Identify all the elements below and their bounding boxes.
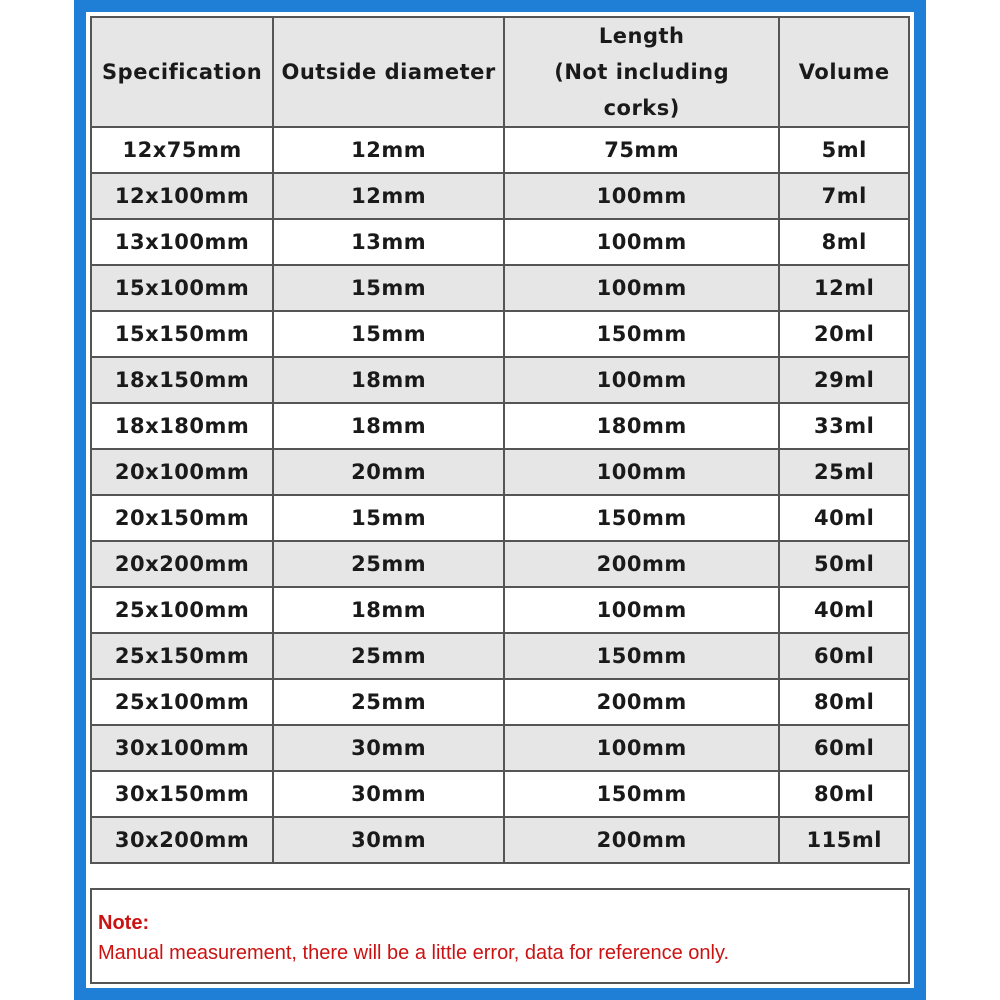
cell-length: 100mm <box>504 587 779 633</box>
cell-volume: 50ml <box>779 541 909 587</box>
cell-length: 200mm <box>504 541 779 587</box>
cell-outside-diameter: 25mm <box>273 633 504 679</box>
cell-specification: 20x100mm <box>91 449 273 495</box>
cell-length: 100mm <box>504 265 779 311</box>
table-row <box>91 219 909 265</box>
cell-volume: 115ml <box>779 817 909 863</box>
cell-outside-diameter: 25mm <box>273 541 504 587</box>
cell-outside-diameter: 18mm <box>273 587 504 633</box>
cell-volume: 60ml <box>779 725 909 771</box>
table-body <box>91 127 909 863</box>
cell-specification: 12x100mm <box>91 173 273 219</box>
table-row <box>91 265 909 311</box>
cell-specification: 15x150mm <box>91 311 273 357</box>
cell-specification: 30x150mm <box>91 771 273 817</box>
content-area <box>86 12 914 988</box>
cell-outside-diameter: 12mm <box>273 127 504 173</box>
cell-outside-diameter: 30mm <box>273 817 504 863</box>
cell-length: 150mm <box>504 633 779 679</box>
cell-outside-diameter: 12mm <box>273 173 504 219</box>
header-length: Length (Not including corks) <box>504 17 779 127</box>
cell-length: 180mm <box>504 403 779 449</box>
cell-outside-diameter: 15mm <box>273 311 504 357</box>
cell-specification: 25x100mm <box>91 679 273 725</box>
blue-frame <box>74 0 926 1000</box>
cell-length: 200mm <box>504 817 779 863</box>
cell-outside-diameter: 20mm <box>273 449 504 495</box>
spec-table <box>90 16 910 864</box>
table-row <box>91 771 909 817</box>
cell-length: 75mm <box>504 127 779 173</box>
cell-volume: 60ml <box>779 633 909 679</box>
cell-volume: 80ml <box>779 771 909 817</box>
cell-outside-diameter: 15mm <box>273 495 504 541</box>
note-text: Manual measurement, there will be a little error, data for reference only. <box>98 942 730 964</box>
cell-outside-diameter: 15mm <box>273 265 504 311</box>
cell-length: 200mm <box>504 679 779 725</box>
cell-length: 150mm <box>504 771 779 817</box>
cell-specification: 12x75mm <box>91 127 273 173</box>
table-row <box>91 587 909 633</box>
cell-outside-diameter: 13mm <box>273 219 504 265</box>
table-row <box>91 173 909 219</box>
table-row <box>91 127 909 173</box>
table-row <box>91 679 909 725</box>
cell-specification: 18x150mm <box>91 357 273 403</box>
cell-length: 100mm <box>504 449 779 495</box>
cell-specification: 30x100mm <box>91 725 273 771</box>
cell-volume: 33ml <box>779 403 909 449</box>
cell-specification: 13x100mm <box>91 219 273 265</box>
header-outside-diameter: Outside diameter <box>273 17 504 127</box>
table-row <box>91 541 909 587</box>
cell-volume: 12ml <box>779 265 909 311</box>
header-row <box>91 17 909 127</box>
cell-outside-diameter: 25mm <box>273 679 504 725</box>
cell-outside-diameter: 30mm <box>273 725 504 771</box>
cell-length: 150mm <box>504 311 779 357</box>
header-specification: Specification <box>91 17 273 127</box>
cell-volume: 29ml <box>779 357 909 403</box>
cell-volume: 8ml <box>779 219 909 265</box>
table-row <box>91 817 909 863</box>
table-row <box>91 495 909 541</box>
cell-specification: 25x150mm <box>91 633 273 679</box>
note-label: Note: <box>98 912 150 934</box>
cell-specification: 18x180mm <box>91 403 273 449</box>
note-box <box>90 888 910 984</box>
table-row <box>91 311 909 357</box>
cell-specification: 15x100mm <box>91 265 273 311</box>
cell-volume: 5ml <box>779 127 909 173</box>
cell-volume: 80ml <box>779 679 909 725</box>
cell-outside-diameter: 30mm <box>273 771 504 817</box>
header-volume: Volume <box>779 17 909 127</box>
cell-volume: 40ml <box>779 587 909 633</box>
cell-length: 100mm <box>504 725 779 771</box>
cell-specification: 30x200mm <box>91 817 273 863</box>
table-row <box>91 633 909 679</box>
table-row <box>91 357 909 403</box>
table-row <box>91 403 909 449</box>
cell-length: 100mm <box>504 173 779 219</box>
cell-outside-diameter: 18mm <box>273 357 504 403</box>
cell-specification: 20x150mm <box>91 495 273 541</box>
cell-volume: 7ml <box>779 173 909 219</box>
cell-volume: 20ml <box>779 311 909 357</box>
table-row <box>91 449 909 495</box>
cell-length: 150mm <box>504 495 779 541</box>
cell-outside-diameter: 18mm <box>273 403 504 449</box>
table-row <box>91 725 909 771</box>
cell-volume: 40ml <box>779 495 909 541</box>
cell-specification: 20x200mm <box>91 541 273 587</box>
cell-length: 100mm <box>504 219 779 265</box>
cell-length: 100mm <box>504 357 779 403</box>
cell-specification: 25x100mm <box>91 587 273 633</box>
cell-volume: 25ml <box>779 449 909 495</box>
